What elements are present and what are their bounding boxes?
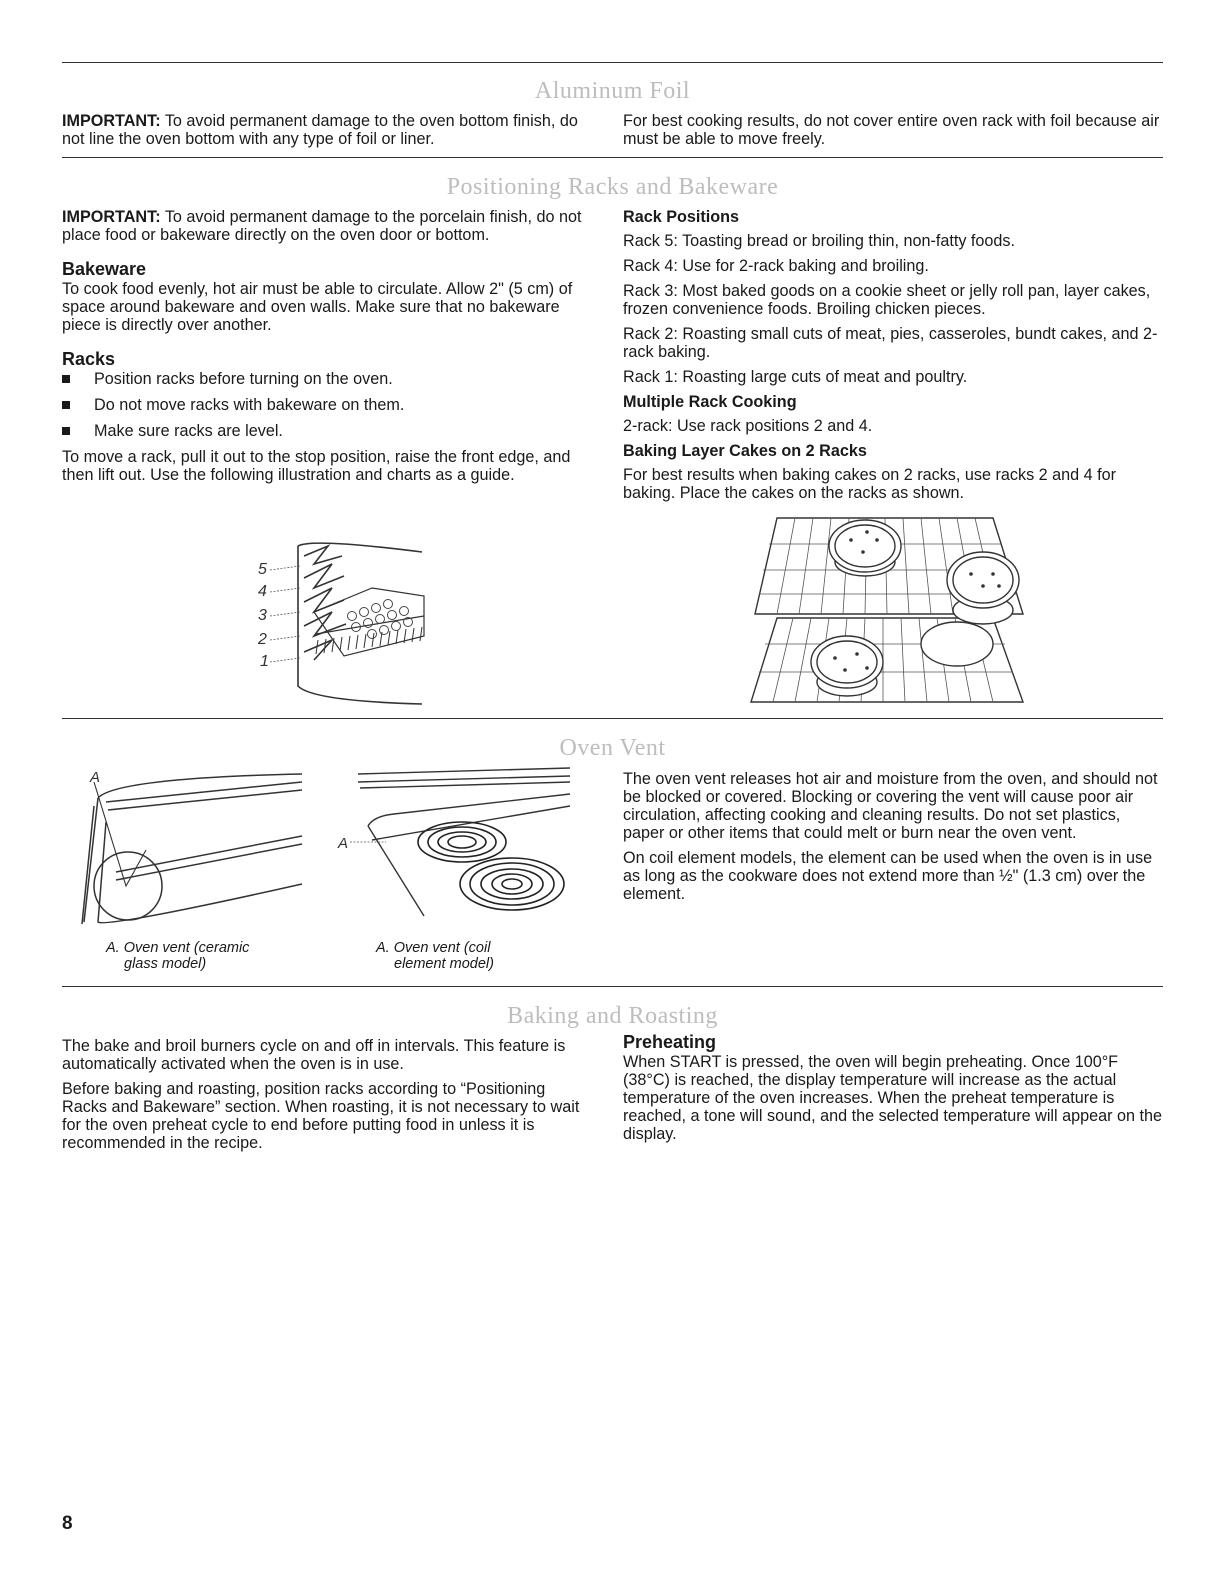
aluminum-foil-right-column	[623, 112, 1163, 155]
section-rule	[62, 157, 1163, 158]
coil-element-vent-illustration	[334, 762, 584, 932]
positioning-right-column	[623, 208, 1163, 509]
oven-vent-text-column	[623, 770, 1163, 910]
rack-positions-heading: Rack Positions	[623, 208, 740, 226]
racks-heading: Racks	[62, 349, 116, 369]
aluminum-foil-text: For best cooking results, do not cover entire oven rack with foil because air must be able to move freely.	[623, 112, 1160, 148]
rack-number-2: 2	[258, 631, 267, 648]
positioning-left-column	[62, 208, 592, 491]
aluminum-foil-left-column	[62, 112, 582, 155]
vent-marker-a: A	[338, 835, 349, 852]
rack-number-1: 1	[260, 653, 269, 670]
manual-page	[62, 0, 1163, 1585]
list-item: Do not move racks with bakeware on them.	[62, 396, 592, 414]
oven-vent-para2: On coil element models, the element can be used when the oven is in use as long as the cookware does not extend more than ½" (1.3 cm) over the element.	[623, 849, 1153, 903]
rack-position-item: Rack 3: Most baked goods on a cookie sheet or jelly roll pan, layer cakes, frozen convenience foods. Broiling chicken pieces.	[623, 282, 1151, 318]
positioning-important: IMPORTANT: To avoid permanent damage to the porcelain finish, do not place food or bakeware directly on the oven door or bottom.	[62, 208, 582, 244]
section-title-positioning: Positioning Racks and Bakeware	[446, 174, 779, 200]
rack-position-item: Rack 2: Roasting small cuts of meat, pies, casseroles, bundt cakes, and 2-rack baking.	[623, 325, 1158, 361]
rack-number-3: 3	[258, 607, 267, 624]
rack-position-item: Rack 1: Roasting large cuts of meat and poultry.	[623, 368, 968, 386]
baking-para2: Before baking and roasting, position racks according to “Positioning Racks and Bakeware” section. When roasting, it is not necessary to wait for the oven preheat cycle to end before putting food in unless it is recommended in the recipe.	[62, 1080, 580, 1152]
section-title-oven-vent: Oven Vent	[559, 735, 666, 761]
list-item: Make sure racks are level.	[62, 422, 592, 440]
preheating-heading: Preheating	[623, 1032, 717, 1052]
two-racks-cakes-illustration	[747, 514, 1027, 706]
layer-cakes-text: For best results when baking cakes on 2 racks, use racks 2 and 4 for baking. Place the cakes on the racks as shown.	[623, 466, 1117, 502]
section-rule	[62, 62, 1163, 63]
rack-position-item: Rack 5: Toasting bread or broiling thin, non-fatty foods.	[623, 232, 1016, 250]
rack-position-item: Rack 4: Use for 2-rack baking and broiling.	[623, 257, 929, 275]
aluminum-foil-important: IMPORTANT: To avoid permanent damage to the oven bottom finish, do not line the oven bottom with any type of foil or liner.	[62, 112, 578, 148]
oven-vent-para1: The oven vent releases hot air and moisture from the oven, and should not be blocked or covered. Blocking or covering the vent will cause poor air circulation, affecting cooking and cleaning results. Do not set plastics, paper or other items that could melt or burn near the oven vent.	[623, 770, 1158, 842]
caption-coil-vent: A. Oven vent (coil element model)	[376, 940, 494, 972]
bakeware-text: To cook food evenly, hot air must be able to circulate. Allow 2" (5 cm) of space around bakeware and oven walls. Make sure that no bakeware piece is directly over another.	[62, 280, 573, 334]
rack-number-5: 5	[258, 561, 267, 578]
multiple-rack-text: 2-rack: Use rack positions 2 and 4.	[623, 417, 873, 435]
racks-list	[62, 370, 592, 440]
section-title-aluminum-foil: Aluminum Foil	[534, 78, 691, 104]
section-rule	[62, 986, 1163, 987]
section-title-baking-roasting: Baking and Roasting	[507, 1003, 718, 1029]
baking-right-column	[623, 1033, 1163, 1150]
oven-rack-positions-illustration	[252, 536, 432, 708]
layer-cakes-heading: Baking Layer Cakes on 2 Racks	[623, 442, 867, 460]
caption-ceramic-vent: A. Oven vent (ceramic glass model)	[106, 940, 250, 972]
multiple-rack-heading: Multiple Rack Cooking	[623, 393, 797, 411]
preheating-text: When START is pressed, the oven will begin preheating. Once 100°F (38°C) is reached, the display temperature will increase as the actual temperature of the oven increases. When the preheat temperature is reached, a tone will sound, and the selected temperature will appear on the display.	[623, 1053, 1163, 1143]
section-rule	[62, 718, 1163, 719]
baking-para1: The bake and broil burners cycle on and off in intervals. This feature is automatically activated when the oven is in use.	[62, 1037, 566, 1073]
bakeware-heading: Bakeware	[62, 259, 147, 279]
list-item: Position racks before turning on the oven.	[62, 370, 592, 388]
baking-left-column	[62, 1037, 592, 1159]
ceramic-glass-vent-illustration	[76, 762, 306, 932]
vent-marker-a: A	[90, 769, 101, 786]
page-number: 8	[62, 1513, 73, 1534]
rack-number-4: 4	[258, 583, 267, 600]
move-rack-text: To move a rack, pull it out to the stop position, raise the front edge, and then lift out. Use the following illustration and charts as a guide.	[62, 448, 571, 484]
